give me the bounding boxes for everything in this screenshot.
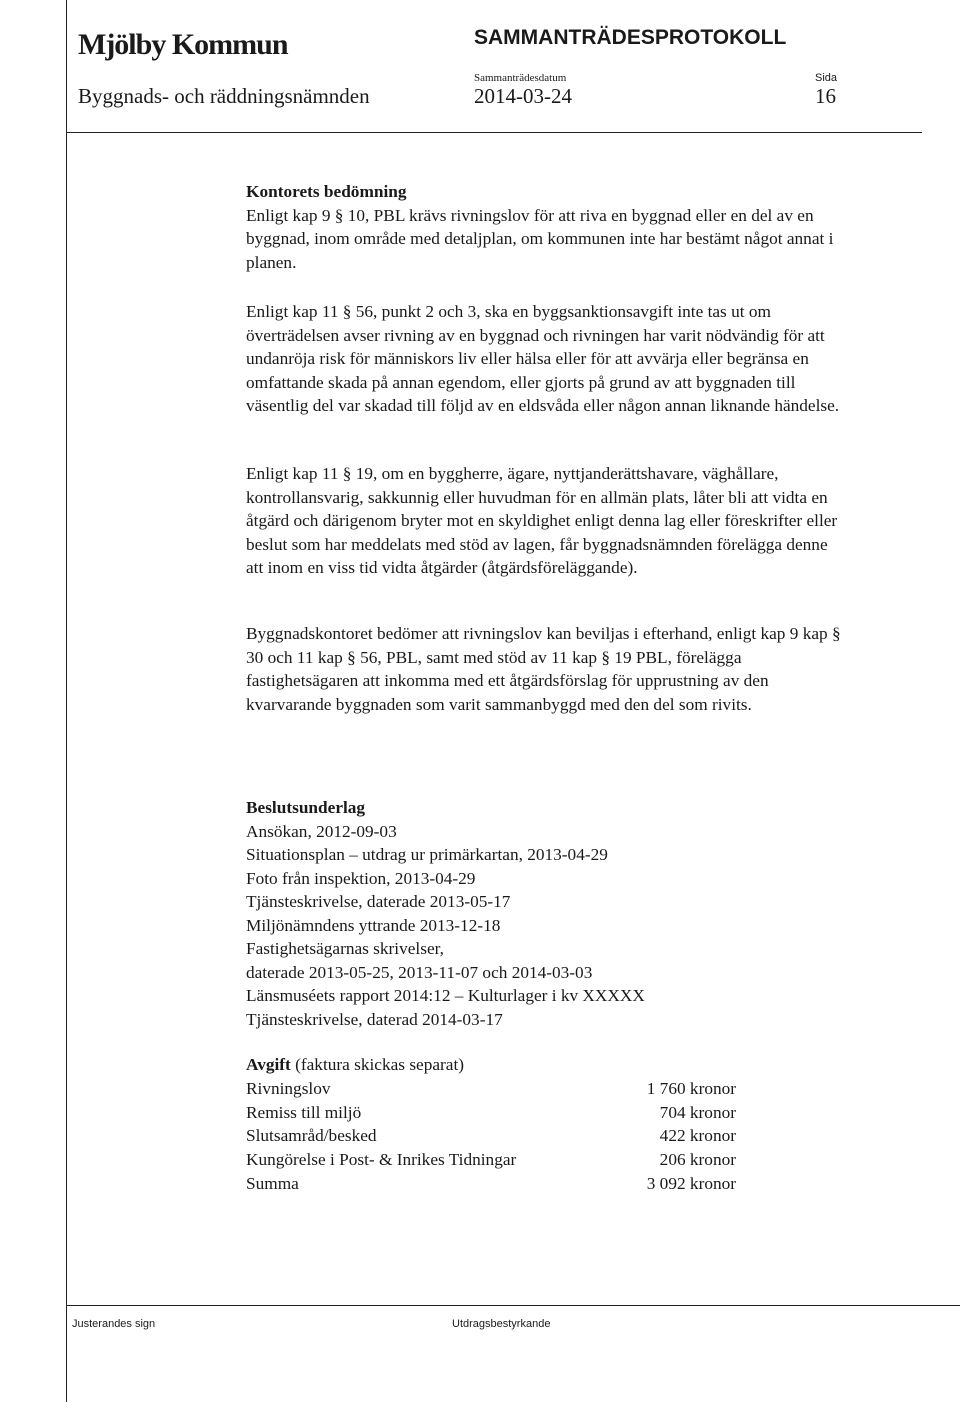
fees-section xyxy=(246,1053,736,1196)
basis-item: Foto från inspektion, 2013-04-29 xyxy=(246,868,476,888)
header-rule xyxy=(66,132,922,133)
assessment-paragraph-3-block xyxy=(246,462,846,580)
fees-heading: Avgift xyxy=(246,1055,291,1074)
basis-item: Fastighetsägarnas skrivelser, xyxy=(246,939,444,958)
date-label: Sammanträdesdatum xyxy=(474,72,567,84)
margin-rule-vertical xyxy=(66,0,67,1402)
committee-name: Byggnads- och räddningsnämnden xyxy=(78,84,370,108)
fee-row xyxy=(246,1124,736,1148)
meeting-date: 2014-03-24 xyxy=(474,84,572,108)
assessment-heading: Kontorets bedömning xyxy=(246,182,407,201)
fee-label: Slutsamråd/besked xyxy=(246,1126,377,1146)
fee-amount: 1 760 kronor xyxy=(646,1078,736,1098)
assessment-paragraph-2: Enligt kap 11 § 56, punkt 2 och 3, ska en byggsanktionsavgift inte tas ut om överträdelsen avser rivning av en byggnad och rivningen har varit nödvändig för att undanröja risk för människors liv eller hälsa eller för att avvärja eller begränsa en omfattande skada på annan egendom, eller gjorts på grund av att byggnaden till väsentlig del var skadad till följd av en eldsvåda eller någon annan liknande händelse. xyxy=(246,302,840,415)
basis-item: daterade 2013-05-25, 2013-11-07 och 2014-03-03 xyxy=(246,962,593,982)
assessment-paragraph-3: Enligt kap 11 § 19, om en byggherre, ägare, nyttjanderättshavare, väghållare, kontrollansvarig, sakkunnig eller huvudman för en allmän plats, låter bli att vidta en åtgärd och därigenom bryter mot en skyldighet enligt denna lag eller föreskrifter eller beslut som har meddelats med stöd av lagen, får byggnadsnämnden förelägga denne att inom en viss tid vidta åtgärder (åtgärdsföreläggande). xyxy=(246,464,838,577)
basis-item: Tjänsteskrivelse, daterade 2013-05-17 xyxy=(246,892,511,911)
basis-item: Ansökan, 2012-09-03 xyxy=(246,821,397,841)
document-type: SAMMANTRÄDESPROTOKOLL xyxy=(474,26,787,49)
fee-row xyxy=(246,1101,736,1125)
basis-heading: Beslutsunderlag xyxy=(246,798,366,817)
fee-row xyxy=(246,1148,736,1172)
fee-amount: 422 kronor xyxy=(659,1126,736,1146)
fee-label: Kungörelse i Post- & Inrikes Tidningar xyxy=(246,1150,517,1170)
basis-item: Tjänsteskrivelse, daterad 2014-03-17 xyxy=(246,1009,503,1029)
assessment-paragraph-4: Byggnadskontoret bedömer att rivningslov kan beviljas i efterhand, enligt kap 9 kap § 30 och 11 kap § 56, PBL, samt med stöd av 11 kap § 19 PBL, förelägga fastighetsägaren att inkomma med ett åtgärdsförslag för upprustning av den kvarvarande byggnaden som varit sammanbyggd med den del som rivits. xyxy=(246,624,841,714)
certification-label: Utdragsbestyrkande xyxy=(452,1318,551,1330)
fee-label: Rivningslov xyxy=(246,1078,331,1098)
page-number: 16 xyxy=(815,84,836,108)
fees-heading-line xyxy=(246,1053,736,1077)
basis-item: Länsmuséets rapport 2014:12 – Kulturlager i kv XXXXX xyxy=(246,986,645,1005)
fee-amount: 206 kronor xyxy=(659,1150,736,1170)
fee-amount: 3 092 kronor xyxy=(646,1173,736,1193)
assessment-paragraph-4-block xyxy=(246,622,846,716)
footer-rule xyxy=(66,1305,960,1306)
basis-item: Miljönämndens yttrande 2013-12-18 xyxy=(246,915,501,935)
fee-row-total xyxy=(246,1172,736,1196)
page-label: Sida xyxy=(815,72,838,84)
fee-label: Remiss till miljö xyxy=(246,1102,362,1122)
fees-note: (faktura skickas separat) xyxy=(290,1055,465,1074)
assessment-section xyxy=(246,180,846,274)
basis-section xyxy=(246,796,846,1031)
fee-row xyxy=(246,1077,736,1101)
sign-label: Justerandes sign xyxy=(72,1318,156,1330)
fee-label: Summa xyxy=(246,1173,299,1193)
assessment-paragraph-2-block xyxy=(246,300,846,418)
org-name: Mjölby Kommun xyxy=(78,28,288,61)
basis-item: Situationsplan – utdrag ur primärkartan, 2013-04-29 xyxy=(246,845,608,864)
fee-amount: 704 kronor xyxy=(659,1102,736,1122)
assessment-paragraph-1: Enligt kap 9 § 10, PBL krävs rivningslov för att riva en byggnad eller en del av en byggnad, inom område med detaljplan, om kommunen inte har bestämt något annat i planen. xyxy=(246,205,834,272)
